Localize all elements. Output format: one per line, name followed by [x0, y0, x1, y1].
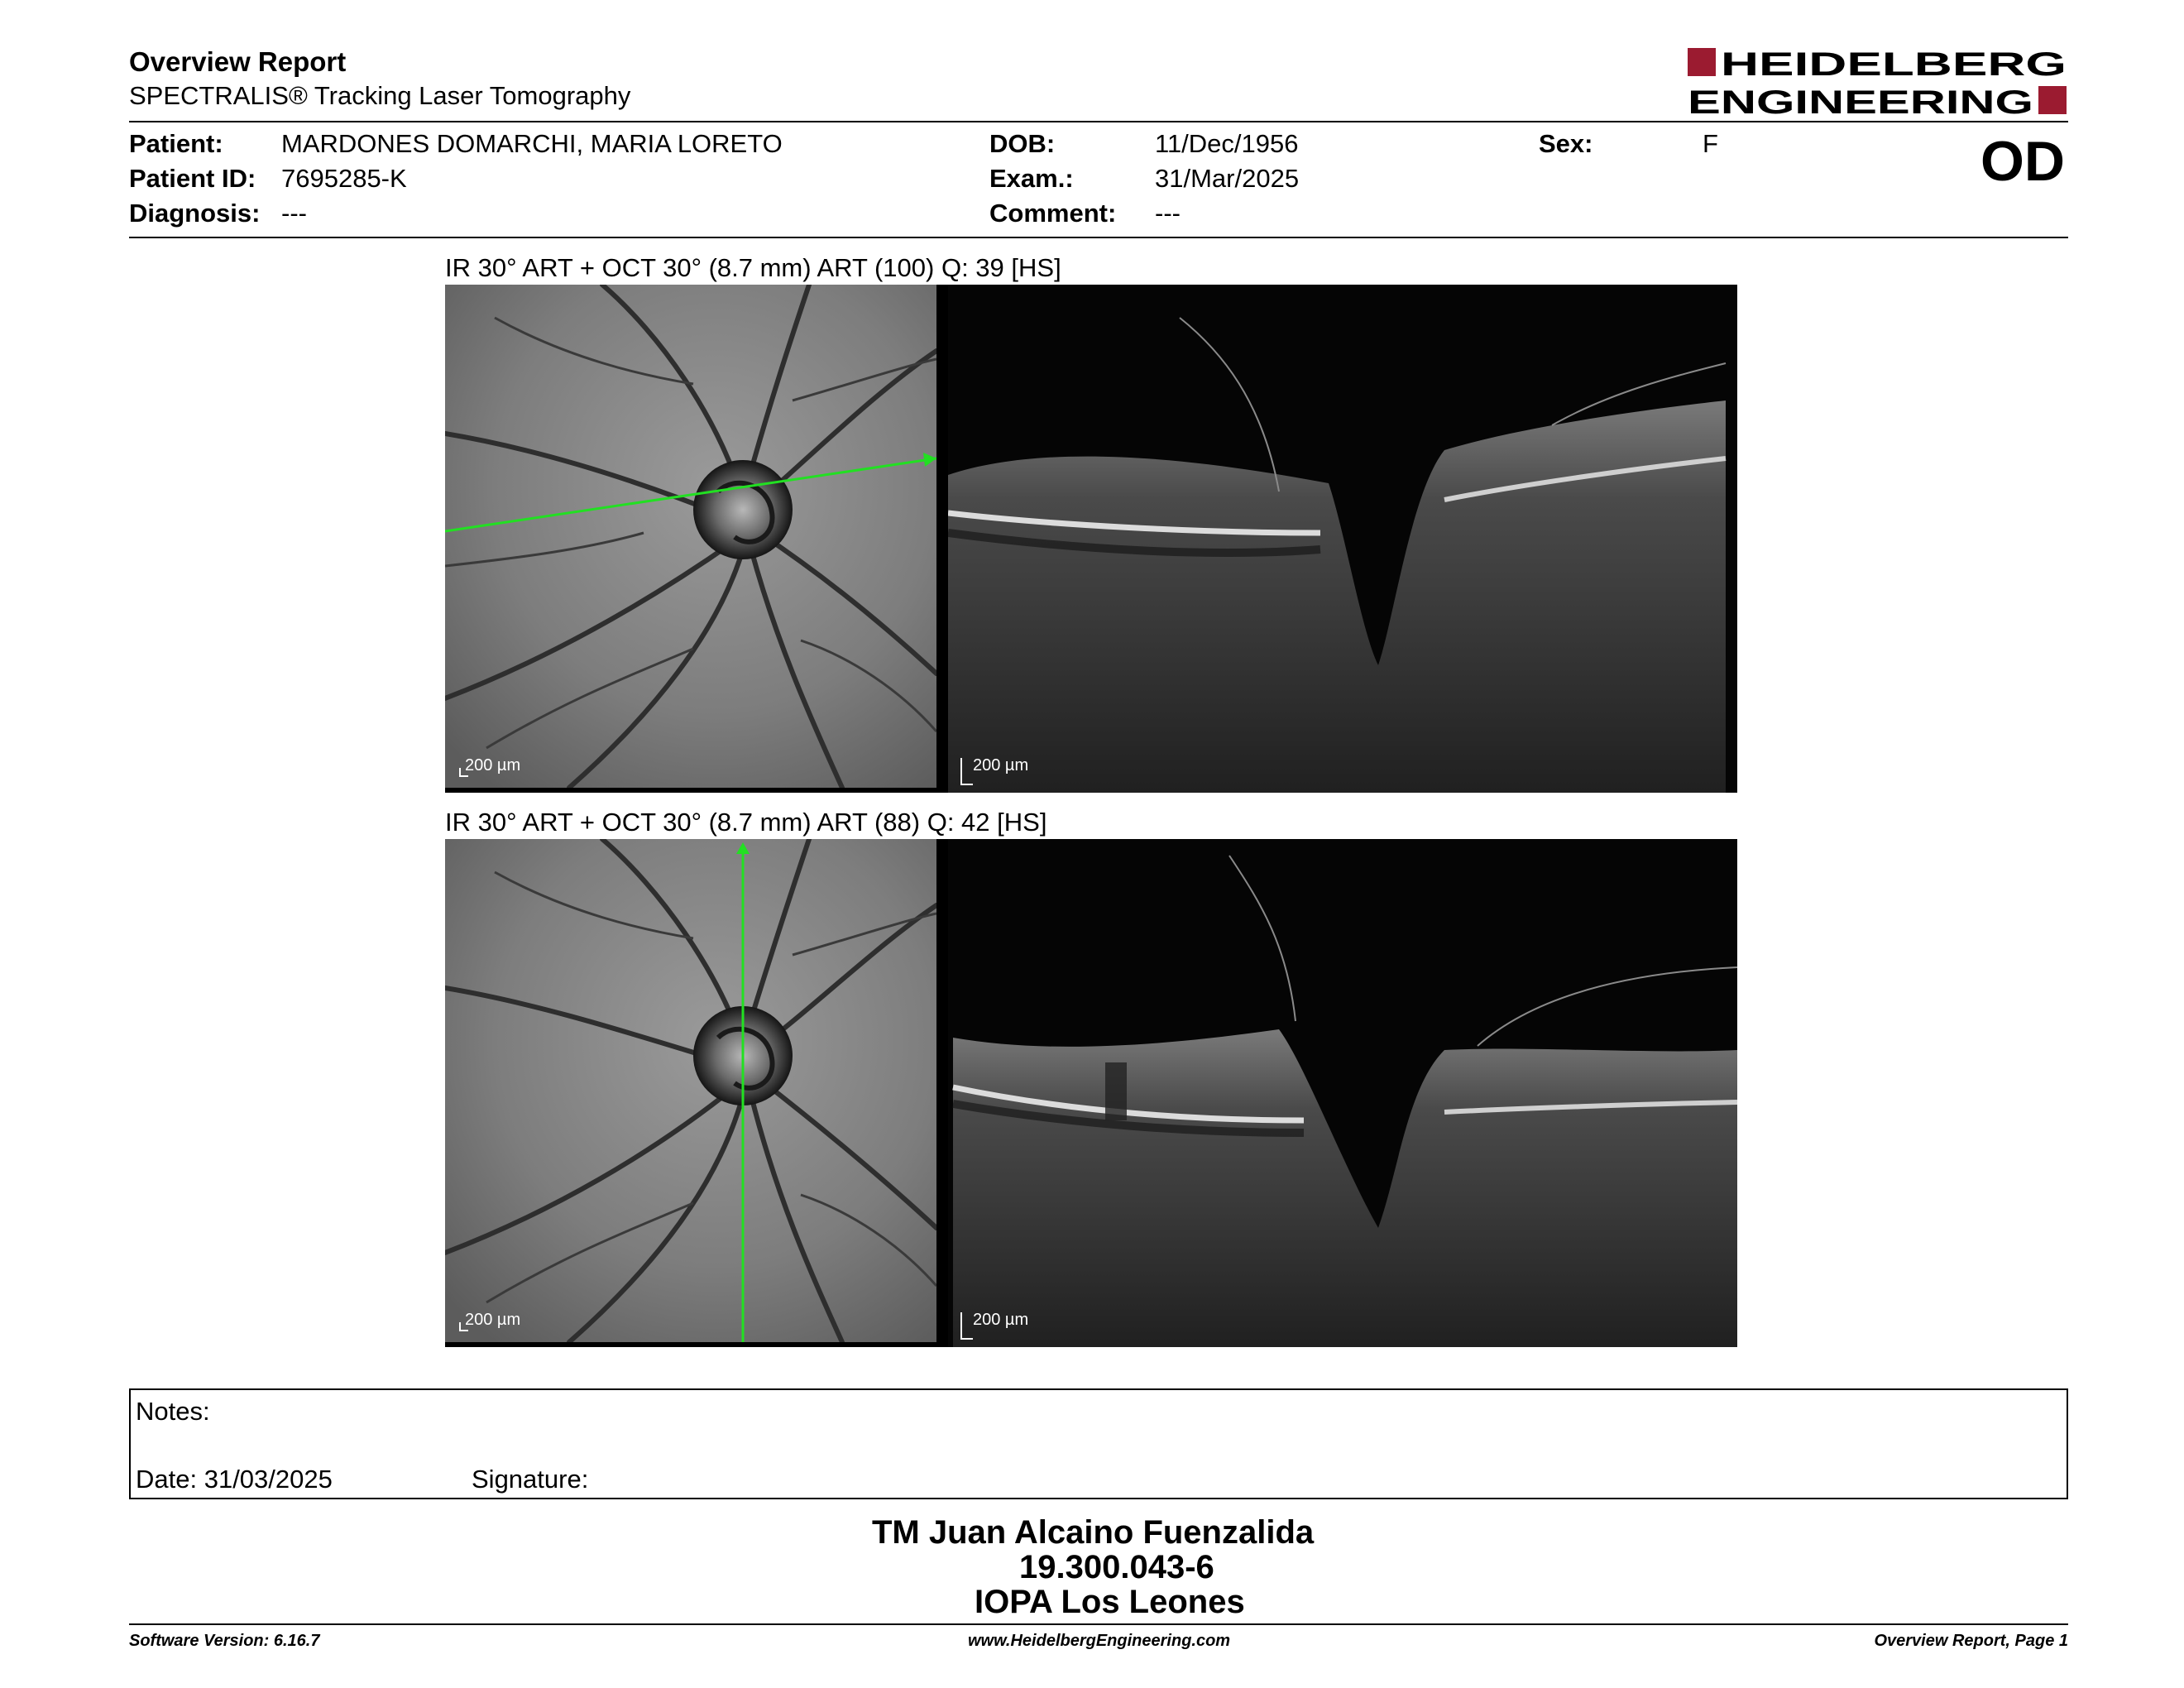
fundus-image-2 — [445, 839, 936, 1342]
oct-scale-label-1: 200 µm — [973, 756, 1029, 774]
scan-panel-1 — [445, 285, 1737, 793]
software-version: Software Version: 6.16.7 — [129, 1632, 320, 1650]
eye-indicator: OD — [1980, 130, 2065, 193]
patient-label: Patient: — [129, 129, 223, 158]
scan-panel-2 — [445, 839, 1737, 1347]
website-link[interactable]: www.HeidelbergEngineering.com — [968, 1632, 1231, 1650]
sex-value: F — [1703, 129, 1718, 158]
diagnosis-value: --- — [281, 199, 307, 228]
header-divider — [129, 121, 2068, 122]
logo-text-line2: ENGINEERING — [1688, 84, 2033, 117]
fundus-scale-label-2: 200 µm — [465, 1311, 521, 1329]
diagnosis-label: Diagnosis: — [129, 199, 261, 228]
dob-value: 11/Dec/1956 — [1155, 129, 1299, 158]
heidelberg-logo — [1688, 46, 2068, 117]
dob-label: DOB: — [989, 129, 1056, 158]
report-subtitle: SPECTRALIS® Tracking Laser Tomography — [129, 81, 631, 110]
notes-date: Date: 31/03/2025 — [136, 1465, 333, 1494]
fundus-scale-label-1: 200 µm — [465, 756, 521, 774]
notes-box — [129, 1388, 2068, 1499]
signatory-id: 19.300.043-6 — [1019, 1549, 1214, 1585]
exam-label: Exam.: — [989, 164, 1074, 193]
fundus-image-1 — [445, 285, 936, 788]
comment-value: --- — [1155, 199, 1181, 228]
logo-text-line1: HEIDELBERG — [1721, 46, 2067, 83]
scan-caption-1: IR 30° ART + OCT 30° (8.7 mm) ART (100) Q: 39 [HS] — [445, 253, 1061, 282]
sex-label: Sex: — [1539, 129, 1593, 158]
patient-id-label: Patient ID: — [129, 164, 256, 193]
signature-label: Signature: — [472, 1465, 589, 1494]
oct-bscan-2 — [948, 839, 1737, 1347]
signatory-name: TM Juan Alcaino Fuenzalida — [872, 1514, 1315, 1551]
report-title: Overview Report — [129, 46, 347, 77]
signatory-institution: IOPA Los Leones — [975, 1584, 1245, 1620]
comment-label: Comment: — [989, 199, 1117, 228]
exam-value: 31/Mar/2025 — [1155, 164, 1300, 193]
oct-bscan-1 — [948, 285, 1737, 793]
patient-divider — [129, 237, 2068, 238]
notes-label: Notes: — [136, 1397, 210, 1426]
page-number: Overview Report, Page 1 — [1874, 1632, 2068, 1650]
patient-name: MARDONES DOMARCHI, MARIA LORETO — [281, 129, 783, 158]
footer-divider — [129, 1623, 2068, 1625]
patient-id: 7695285-K — [281, 164, 407, 193]
scan-caption-2: IR 30° ART + OCT 30° (8.7 mm) ART (88) Q: 42 [HS] — [445, 808, 1047, 837]
oct-scale-label-2: 200 µm — [973, 1311, 1029, 1329]
